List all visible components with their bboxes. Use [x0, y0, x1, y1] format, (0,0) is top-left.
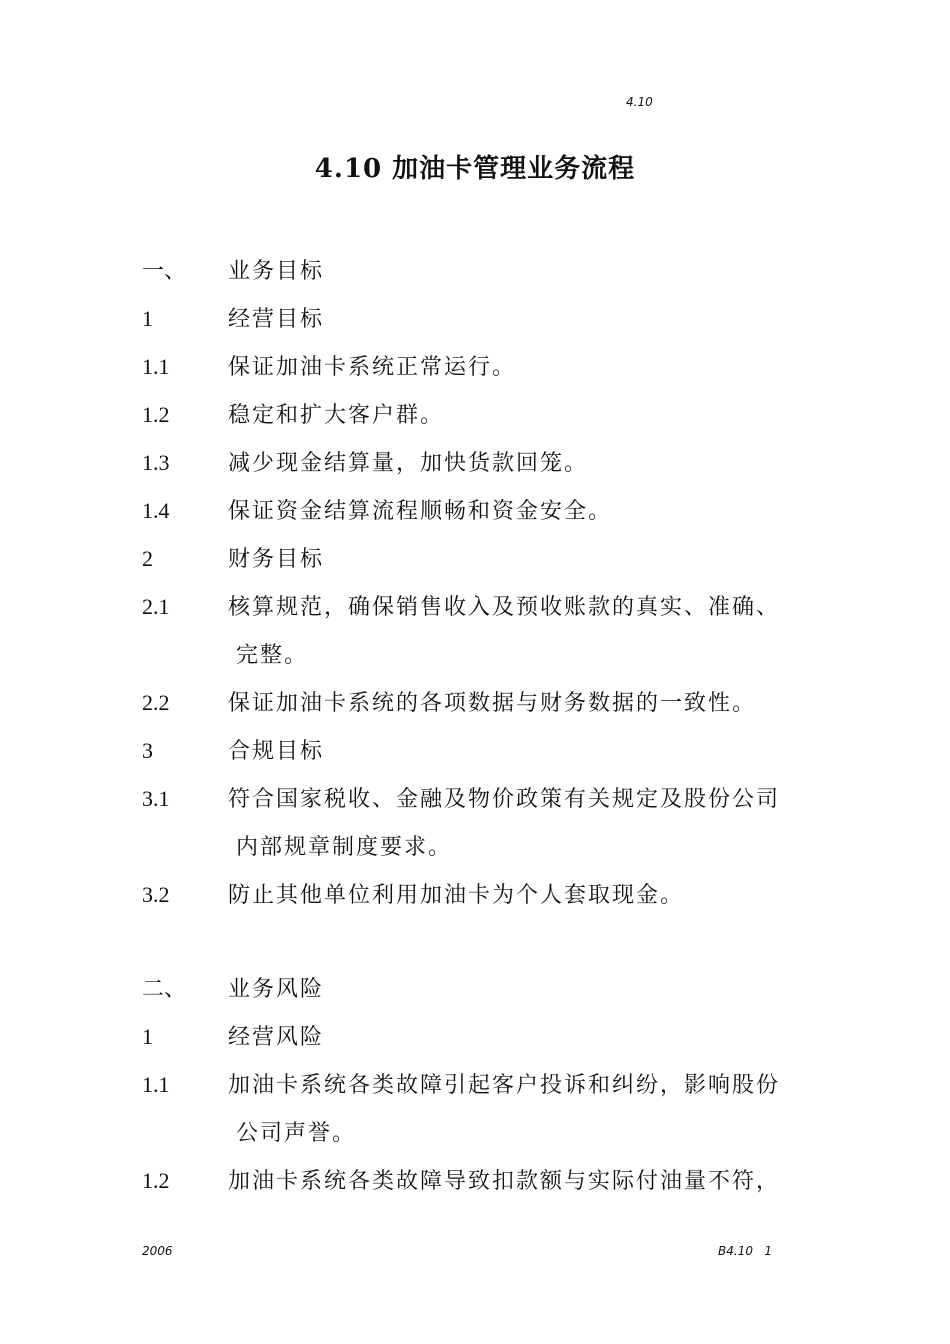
line-text: 保证加油卡系统正常运行。: [228, 355, 517, 380]
list-item: [142, 782, 780, 813]
line-number: 1.1: [142, 354, 170, 379]
line-number: 1.4: [142, 498, 170, 523]
line-number: 3.2: [142, 882, 170, 907]
list-item: [142, 878, 684, 909]
list-item: [142, 494, 612, 525]
page-title: 4.10 加油卡管理业务流程: [314, 154, 636, 184]
subheading-operating-objectives: [142, 302, 324, 333]
line-number: 1: [142, 306, 153, 331]
list-item-continuation: 完整。: [236, 643, 309, 668]
line-number: 1: [142, 1024, 153, 1049]
list-item: [142, 398, 444, 429]
line-text: 合规目标: [228, 739, 325, 764]
line-number: 3: [142, 738, 153, 763]
line-number: 2.2: [142, 690, 170, 715]
line-text: 稳定和扩大客户群。: [228, 403, 445, 428]
line-text: 保证加油卡系统的各项数据与财务数据的一致性。: [228, 691, 757, 716]
subheading-operating-risks: [142, 1020, 324, 1051]
list-item: [142, 446, 588, 477]
line-text: 经营目标: [228, 307, 325, 332]
footer-year: 2006: [142, 1244, 173, 1258]
list-item: [142, 350, 516, 381]
footer-page-number: B4.10 1: [718, 1244, 773, 1258]
line-number: 1.3: [142, 450, 170, 475]
line-number: 2: [142, 546, 153, 571]
line-text: 减少现金结算量，加快货款回笼。: [228, 451, 589, 476]
line-number: 一、: [142, 258, 187, 283]
subheading-financial-objectives: [142, 542, 324, 573]
header-section-mark: 4.10: [626, 95, 653, 109]
line-number: 1.2: [142, 1168, 170, 1193]
list-item-continuation: 内部规章制度要求。: [236, 835, 453, 860]
subheading-compliance-objectives: [142, 734, 324, 765]
line-text: 经营风险: [228, 1025, 325, 1050]
line-number: 1.1: [142, 1072, 170, 1097]
section-heading-objectives: [142, 254, 324, 285]
list-item-continuation: 公司声誉。: [236, 1121, 357, 1146]
line-number: 3.1: [142, 786, 170, 811]
list-item: [142, 686, 756, 717]
line-text: 业务目标: [228, 259, 325, 284]
line-text: 加油卡系统各类故障引起客户投诉和纠纷，影响股份: [228, 1073, 781, 1098]
line-text: 加油卡系统各类故障导致扣款额与实际付油量不符，: [228, 1169, 781, 1194]
line-text: 保证资金结算流程顺畅和资金安全。: [228, 499, 613, 524]
line-text: 符合国家税收、金融及物价政策有关规定及股份公司: [228, 787, 781, 812]
list-item: [142, 1068, 780, 1099]
line-number: 1.2: [142, 402, 170, 427]
list-item: [142, 590, 780, 621]
line-number: 二、: [142, 976, 187, 1001]
list-item: [142, 1164, 780, 1195]
line-text: 业务风险: [228, 977, 325, 1002]
line-text: 财务目标: [228, 547, 325, 572]
line-text: 防止其他单位利用加油卡为个人套取现金。: [228, 883, 685, 908]
section-heading-risks: [142, 972, 324, 1003]
line-text: 核算规范，确保销售收入及预收账款的真实、准确、: [228, 595, 781, 620]
line-number: 2.1: [142, 594, 170, 619]
